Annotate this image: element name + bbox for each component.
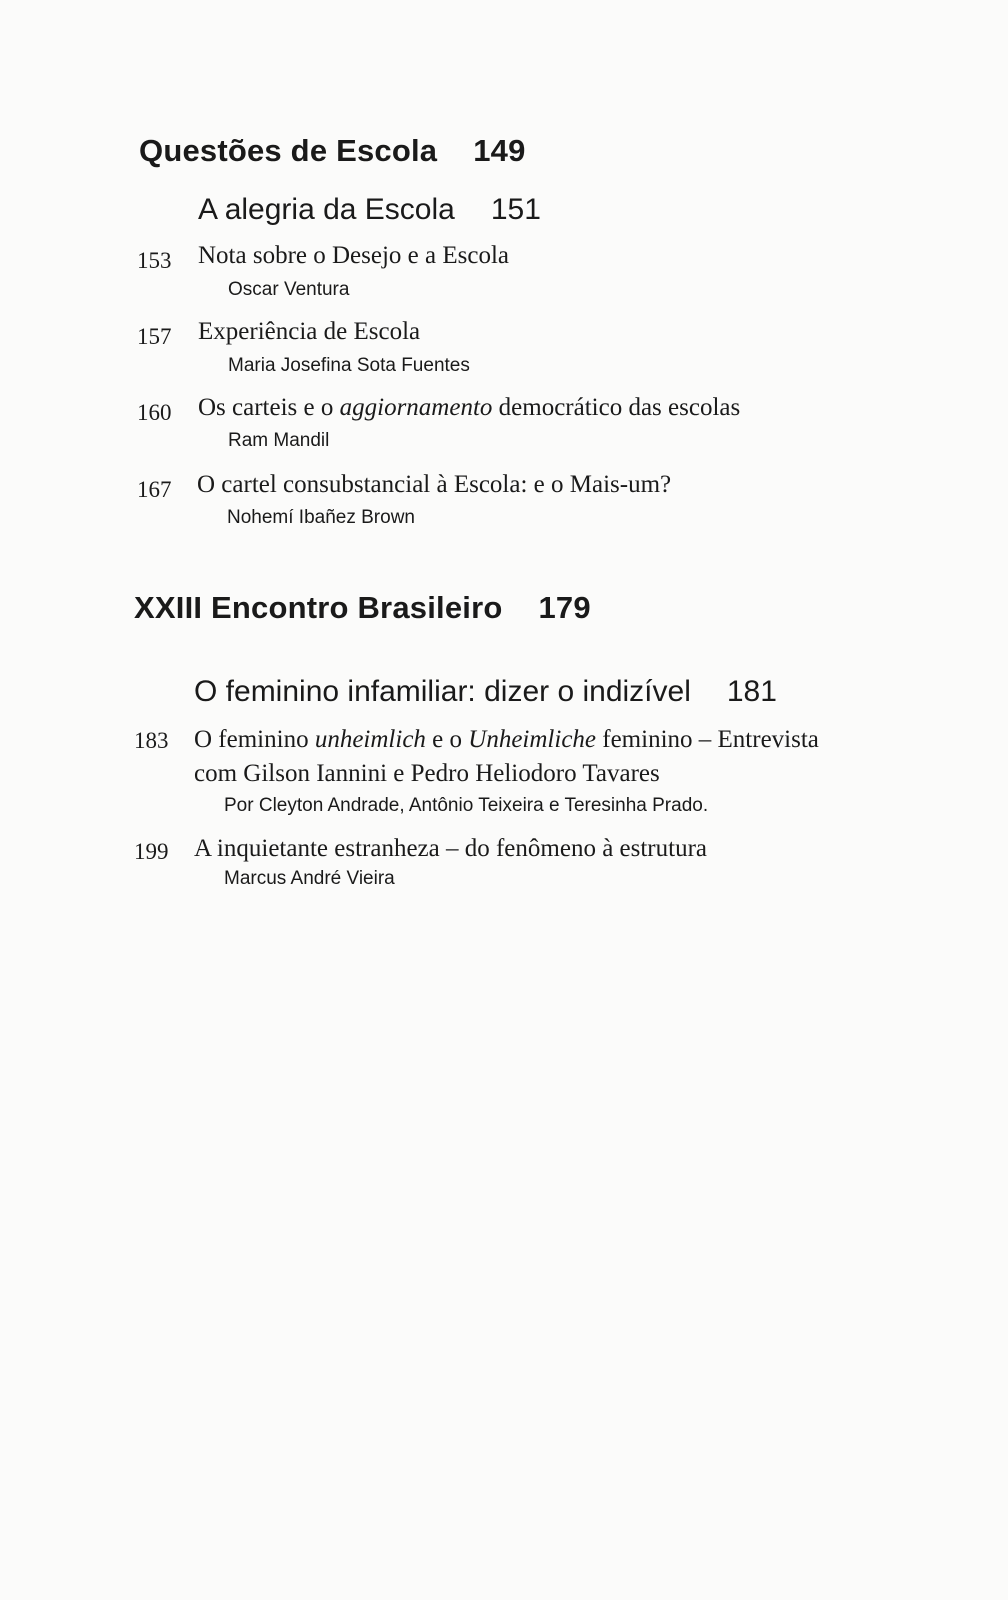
entry-author: Marcus André Vieira [224, 868, 395, 889]
entry-page-number: 160 [137, 400, 172, 425]
entry-title-text: O feminino [194, 726, 315, 753]
section-heading [139, 133, 526, 169]
entry-title-line2: com Gilson Iannini e Pedro Heliodoro Tavares [194, 760, 660, 787]
entry-title-italic: unheimlich [314, 726, 426, 753]
subsection-title: A alegria da Escola [198, 193, 455, 226]
entry-title-text: e o [425, 726, 469, 753]
subsection-heading [198, 193, 541, 227]
entry-author: Maria Josefina Sota Fuentes [228, 355, 470, 376]
entry-author: Nohemí Ibañez Brown [227, 507, 415, 528]
entry-page-number: 157 [137, 324, 172, 349]
entry-title-italic: aggiornamento [339, 394, 493, 421]
entry-page-number: 167 [137, 477, 172, 502]
entry-title: Nota sobre o Desejo e a Escola [198, 242, 509, 269]
entry-author: Por Cleyton Andrade, Antônio Teixeira e Teresinha Prado. [224, 795, 709, 816]
entry-author: Ram Mandil [228, 430, 330, 451]
entry-title [198, 390, 740, 425]
entry-author: Oscar Ventura [228, 279, 350, 300]
entry-title-text: democrático das escolas [492, 394, 741, 421]
section-heading-page: 179 [538, 590, 591, 625]
entry-page-number: 153 [137, 248, 172, 273]
subsection-page: 181 [726, 675, 777, 708]
entry-title: A inquietante estranheza – do fenômeno à estrutura [194, 835, 708, 862]
entry-title [194, 722, 819, 757]
entry-title: Experiência de Escola [198, 318, 421, 345]
entry-title-text: Os carteis e o [198, 394, 340, 421]
entry-page-number: 199 [134, 839, 169, 864]
section-heading-page: 149 [473, 133, 526, 168]
entry-title-italic: Unheimliche [468, 726, 597, 753]
entry-page-number: 183 [134, 728, 169, 753]
entry-title: O cartel consubstancial à Escola: e o Mais-um? [197, 471, 672, 498]
section-heading-title: XXIII Encontro Brasileiro [134, 590, 503, 625]
subsection-title: O feminino infamiliar: dizer o indizível [194, 675, 691, 708]
section-heading [134, 590, 591, 626]
subsection-page: 151 [490, 193, 541, 226]
section-heading-title: Questões de Escola [139, 133, 438, 168]
subsection-heading [194, 675, 777, 709]
entry-title-text: feminino – Entrevista [596, 726, 819, 753]
